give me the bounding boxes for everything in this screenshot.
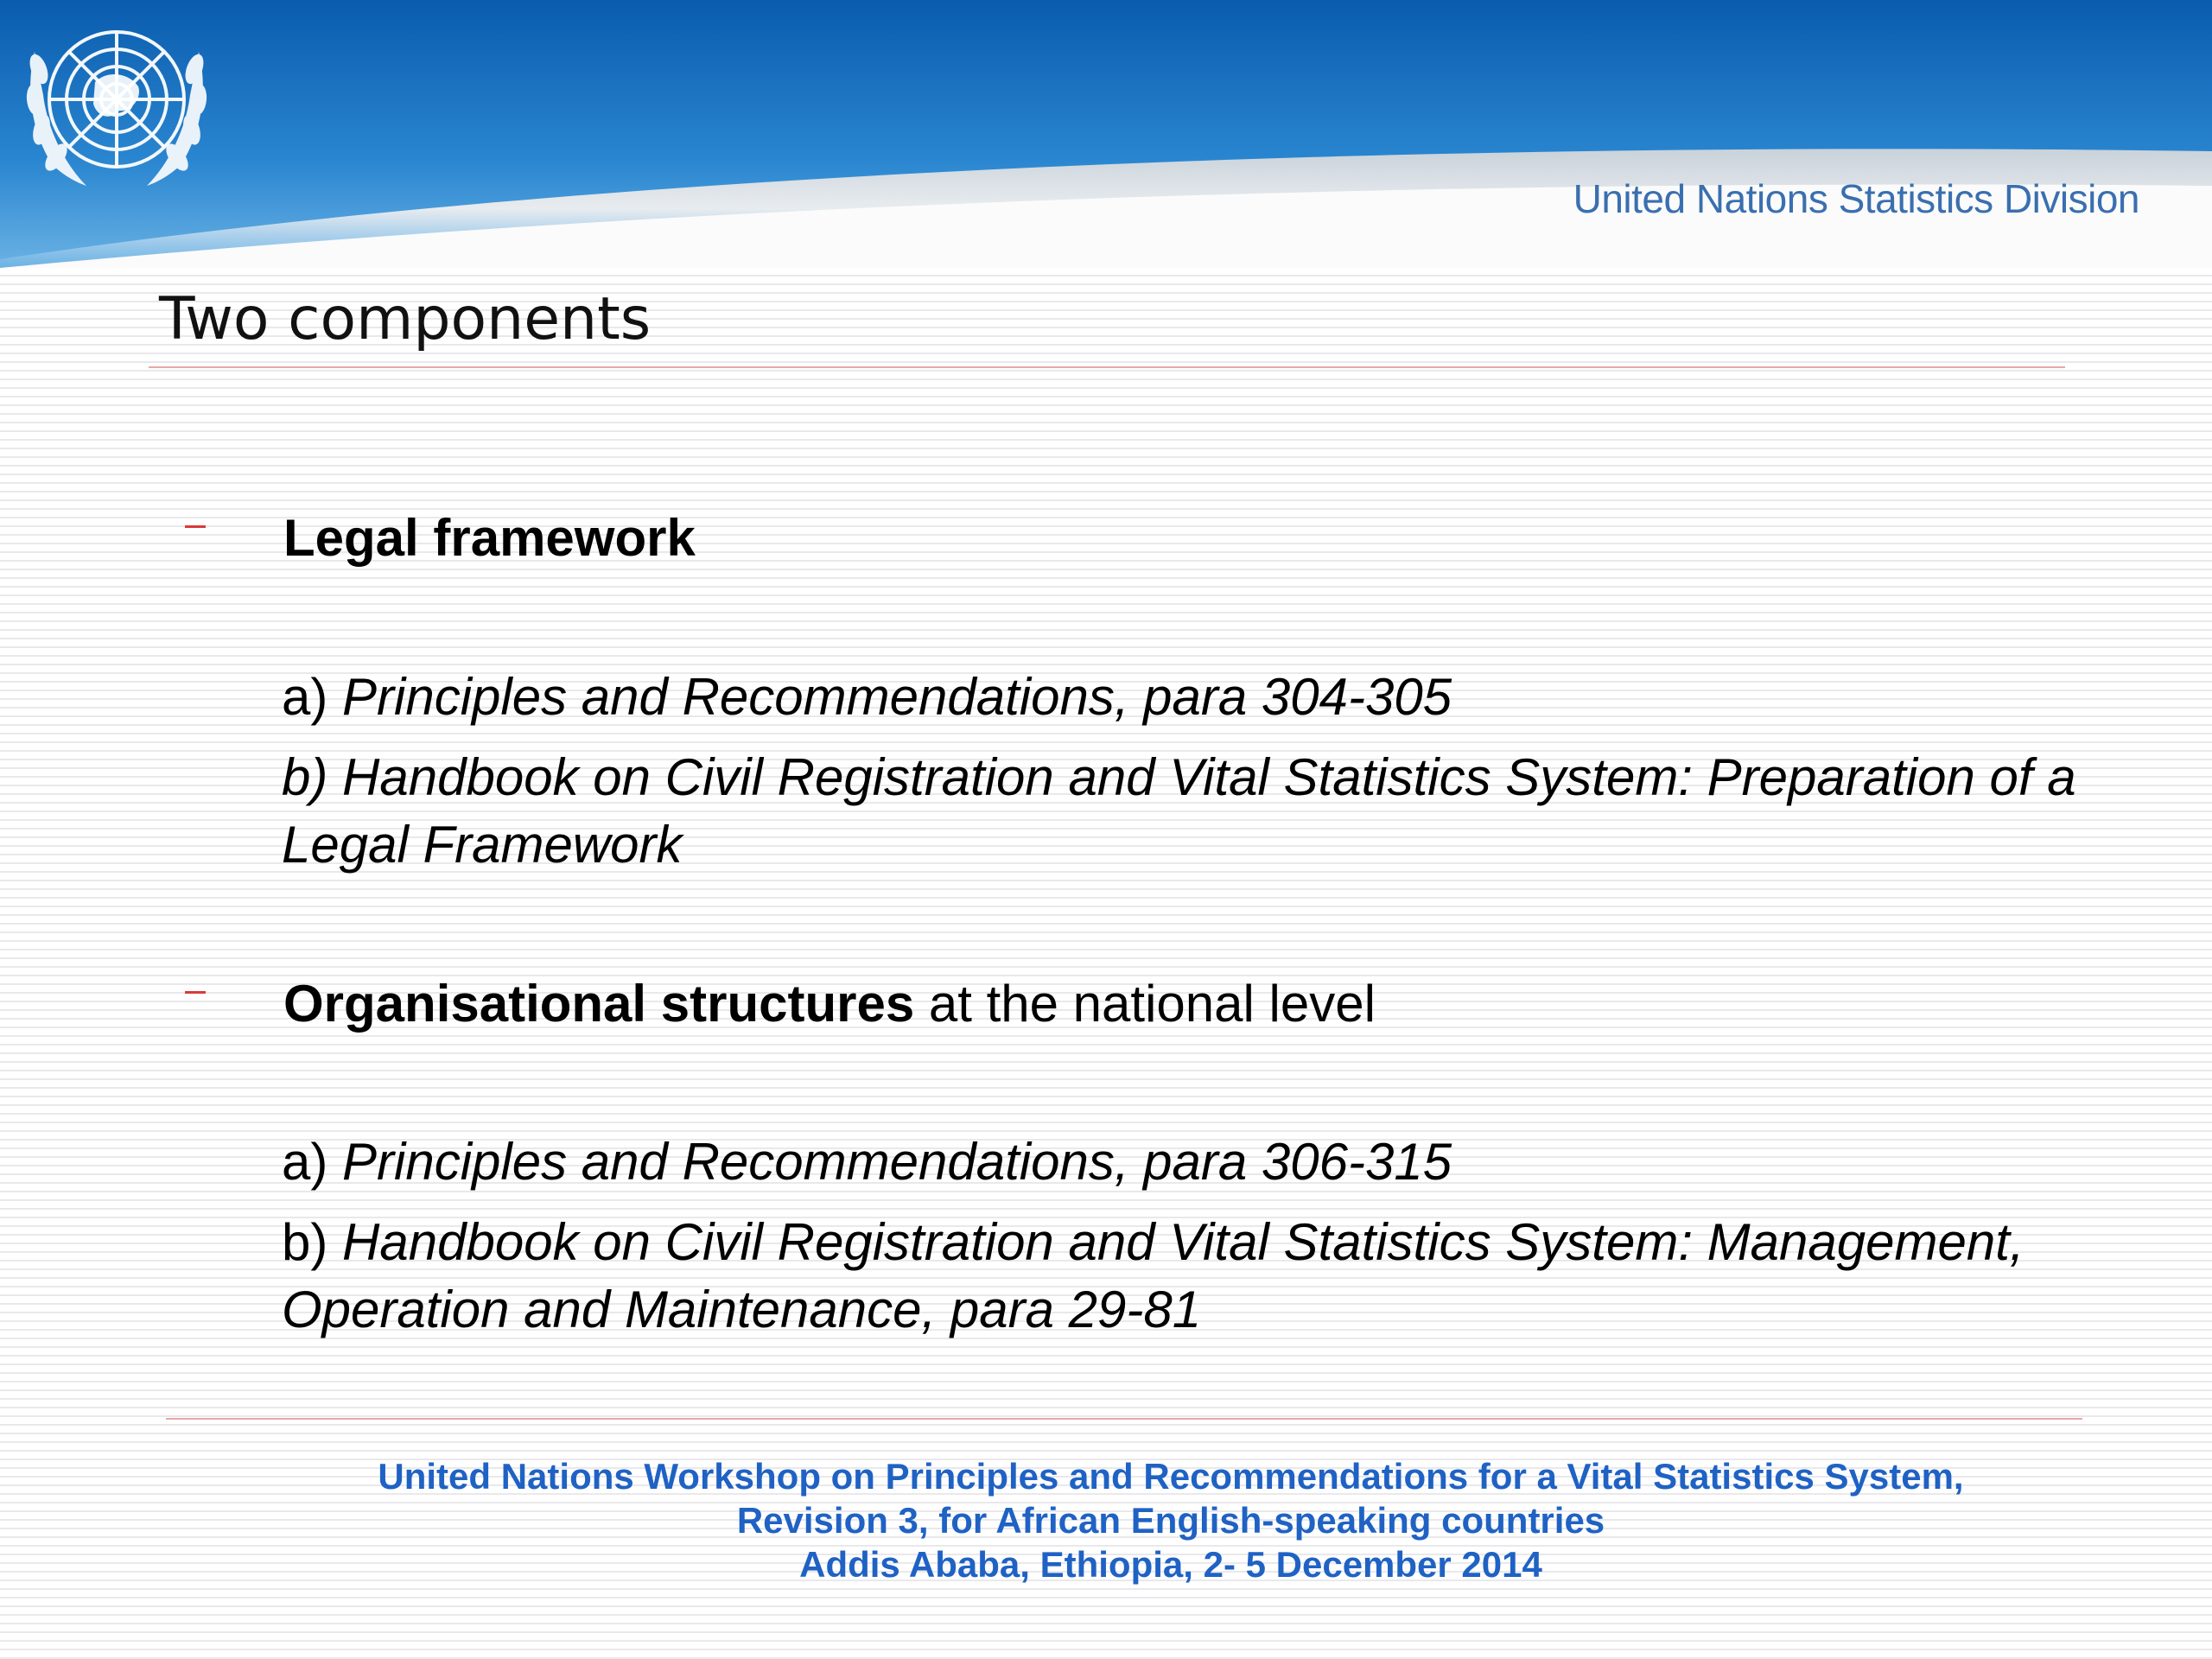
list-item-text: b) Handbook on Civil Registration and Vital Statistics System: Preparation of a Legal Framework xyxy=(282,748,2076,874)
section-heading-bold: Organisational structures xyxy=(283,975,915,1033)
list-item-prefix: a) xyxy=(282,668,343,726)
header-banner xyxy=(0,0,2212,268)
footer-line: United Nations Workshop on Principles and Recommendations for a Vital Statistics System, xyxy=(378,1456,1964,1497)
list-item-text: Principles and Recommendations, para 306-315 xyxy=(342,1133,1452,1191)
footer-divider xyxy=(166,1418,2082,1420)
list-item-text: Principles and Recommendations, para 304-305 xyxy=(342,668,1452,726)
header-background xyxy=(0,0,2212,268)
un-emblem-icon xyxy=(0,0,233,207)
slide-title: Two components xyxy=(159,285,652,353)
footer-line: Revision 3, for African English-speaking countries xyxy=(736,1500,1605,1541)
list-item xyxy=(282,664,2122,731)
section-heading-legal xyxy=(283,506,696,570)
list-item-text: Handbook on Civil Registration and Vital Statistics System: Management, Operation and Maintenance, para 29-81 xyxy=(282,1213,2024,1338)
section-heading-rest: at the national level xyxy=(914,975,1376,1033)
section-heading-bold: Legal framework xyxy=(283,509,696,567)
footer-line: Addis Ababa, Ethiopia, 2- 5 December 2014 xyxy=(799,1544,1542,1585)
title-divider xyxy=(149,366,2065,368)
list-item xyxy=(282,1128,2122,1196)
division-name: United Nations Statistics Division xyxy=(1573,176,2139,221)
list-item-prefix: a) xyxy=(282,1133,343,1191)
list-item xyxy=(282,1209,2122,1344)
list-item-prefix: b) xyxy=(282,1213,343,1271)
bullet-dash-icon xyxy=(185,991,206,994)
list-item xyxy=(282,744,2122,879)
section-heading-organisational xyxy=(283,972,1376,1036)
footer xyxy=(0,1454,2212,1586)
bullet-dash-icon xyxy=(185,525,206,528)
